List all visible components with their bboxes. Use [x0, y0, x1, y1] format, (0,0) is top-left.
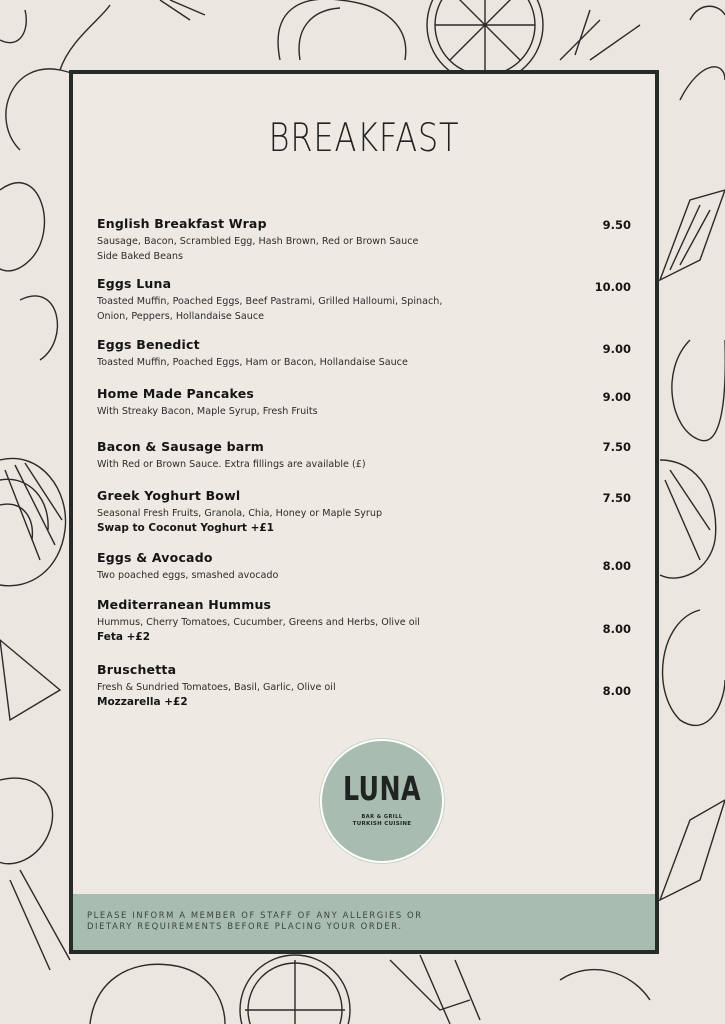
item-price: 9.00: [602, 342, 631, 356]
allergy-notice: [87, 910, 487, 932]
item-description: [97, 234, 637, 264]
item-name: Home Made Pancakes: [97, 386, 255, 401]
logo-cuisine: TURKISH CUISINE: [352, 821, 412, 827]
item-desc-line: Sausage, Bacon, Scrambled Egg, Hash Brown, Red or Brown Sauce: [97, 236, 419, 247]
item-price: 8.00: [602, 559, 631, 573]
item-extra-option: Swap to Coconut Yoghurt +£1: [97, 522, 274, 534]
item-name: Eggs Benedict: [97, 337, 200, 352]
item-description: [97, 355, 637, 370]
item-desc-line: With Streaky Bacon, Maple Syrup, Fresh Fruits: [97, 406, 318, 417]
item-desc-line: Hummus, Cherry Tomatoes, Cucumber, Greens and Herbs, Olive oil: [97, 617, 420, 628]
item-price: 8.00: [602, 684, 631, 698]
item-desc-line: Seasonal Fresh Fruits, Granola, Chia, Honey or Maple Syrup: [97, 508, 383, 519]
item-price: 8.00: [602, 622, 631, 636]
menu-title: BREAKFAST: [268, 116, 460, 161]
allergy-notice-band: [73, 894, 655, 950]
menu-item: [97, 276, 637, 324]
item-desc-line: Two poached eggs, smashed avocado: [97, 570, 279, 581]
allergy-notice-line: DIETARY REQUIREMENTS BEFORE PLACING YOUR ORDER.: [87, 921, 403, 931]
item-name: Greek Yoghurt Bowl: [97, 488, 241, 503]
item-description: [97, 294, 637, 324]
item-desc-line: Toasted Muffin, Poached Eggs, Ham or Bacon, Hollandaise Sauce: [97, 357, 408, 368]
menu-item: [97, 550, 637, 583]
item-description: [97, 680, 637, 695]
allergy-notice-line: PLEASE INFORM A MEMBER OF STAFF OF ANY ALLERGIES OR: [87, 910, 423, 920]
item-desc-line: Onion, Peppers, Hollandaise Sauce: [97, 311, 265, 322]
menu-item: [97, 337, 637, 370]
item-name: English Breakfast Wrap: [97, 216, 267, 231]
luna-logo: [320, 739, 444, 863]
item-desc-line: Toasted Muffin, Poached Eggs, Beef Pastrami, Grilled Halloumi, Spinach,: [97, 296, 443, 307]
menu-item: [97, 216, 637, 264]
item-price: 10.00: [594, 280, 631, 294]
logo-name: LUNA: [343, 769, 421, 808]
item-price: 9.50: [602, 218, 631, 232]
logo-tagline: BAR & GRILL: [361, 814, 403, 820]
menu-item: [97, 662, 637, 708]
item-name: Eggs & Avocado: [97, 550, 213, 565]
item-desc-line: With Red or Brown Sauce. Extra fillings are available (£): [97, 459, 366, 470]
item-name: Bruschetta: [97, 662, 177, 677]
item-name: Mediterranean Hummus: [97, 597, 272, 612]
item-desc-line: Fresh & Sundried Tomatoes, Basil, Garlic, Olive oil: [97, 682, 336, 693]
item-description: [97, 615, 637, 630]
item-price: 7.50: [602, 491, 631, 505]
item-name: Bacon & Sausage barm: [97, 439, 265, 454]
item-extra-option: Feta +£2: [97, 631, 151, 643]
menu-item: [97, 597, 637, 643]
menu-card: [69, 70, 659, 954]
menu-item: [97, 439, 637, 472]
menu-item: [97, 386, 637, 419]
item-name: Eggs Luna: [97, 276, 172, 291]
item-price: 7.50: [602, 440, 631, 454]
item-description: [97, 506, 637, 521]
item-desc-line: Side Baked Beans: [97, 251, 183, 262]
item-price: 9.00: [602, 390, 631, 404]
item-description: [97, 457, 637, 472]
item-description: [97, 568, 637, 583]
item-extra-option: Mozzarella +£2: [97, 696, 188, 708]
item-description: [97, 404, 637, 419]
menu-item: [97, 488, 637, 534]
